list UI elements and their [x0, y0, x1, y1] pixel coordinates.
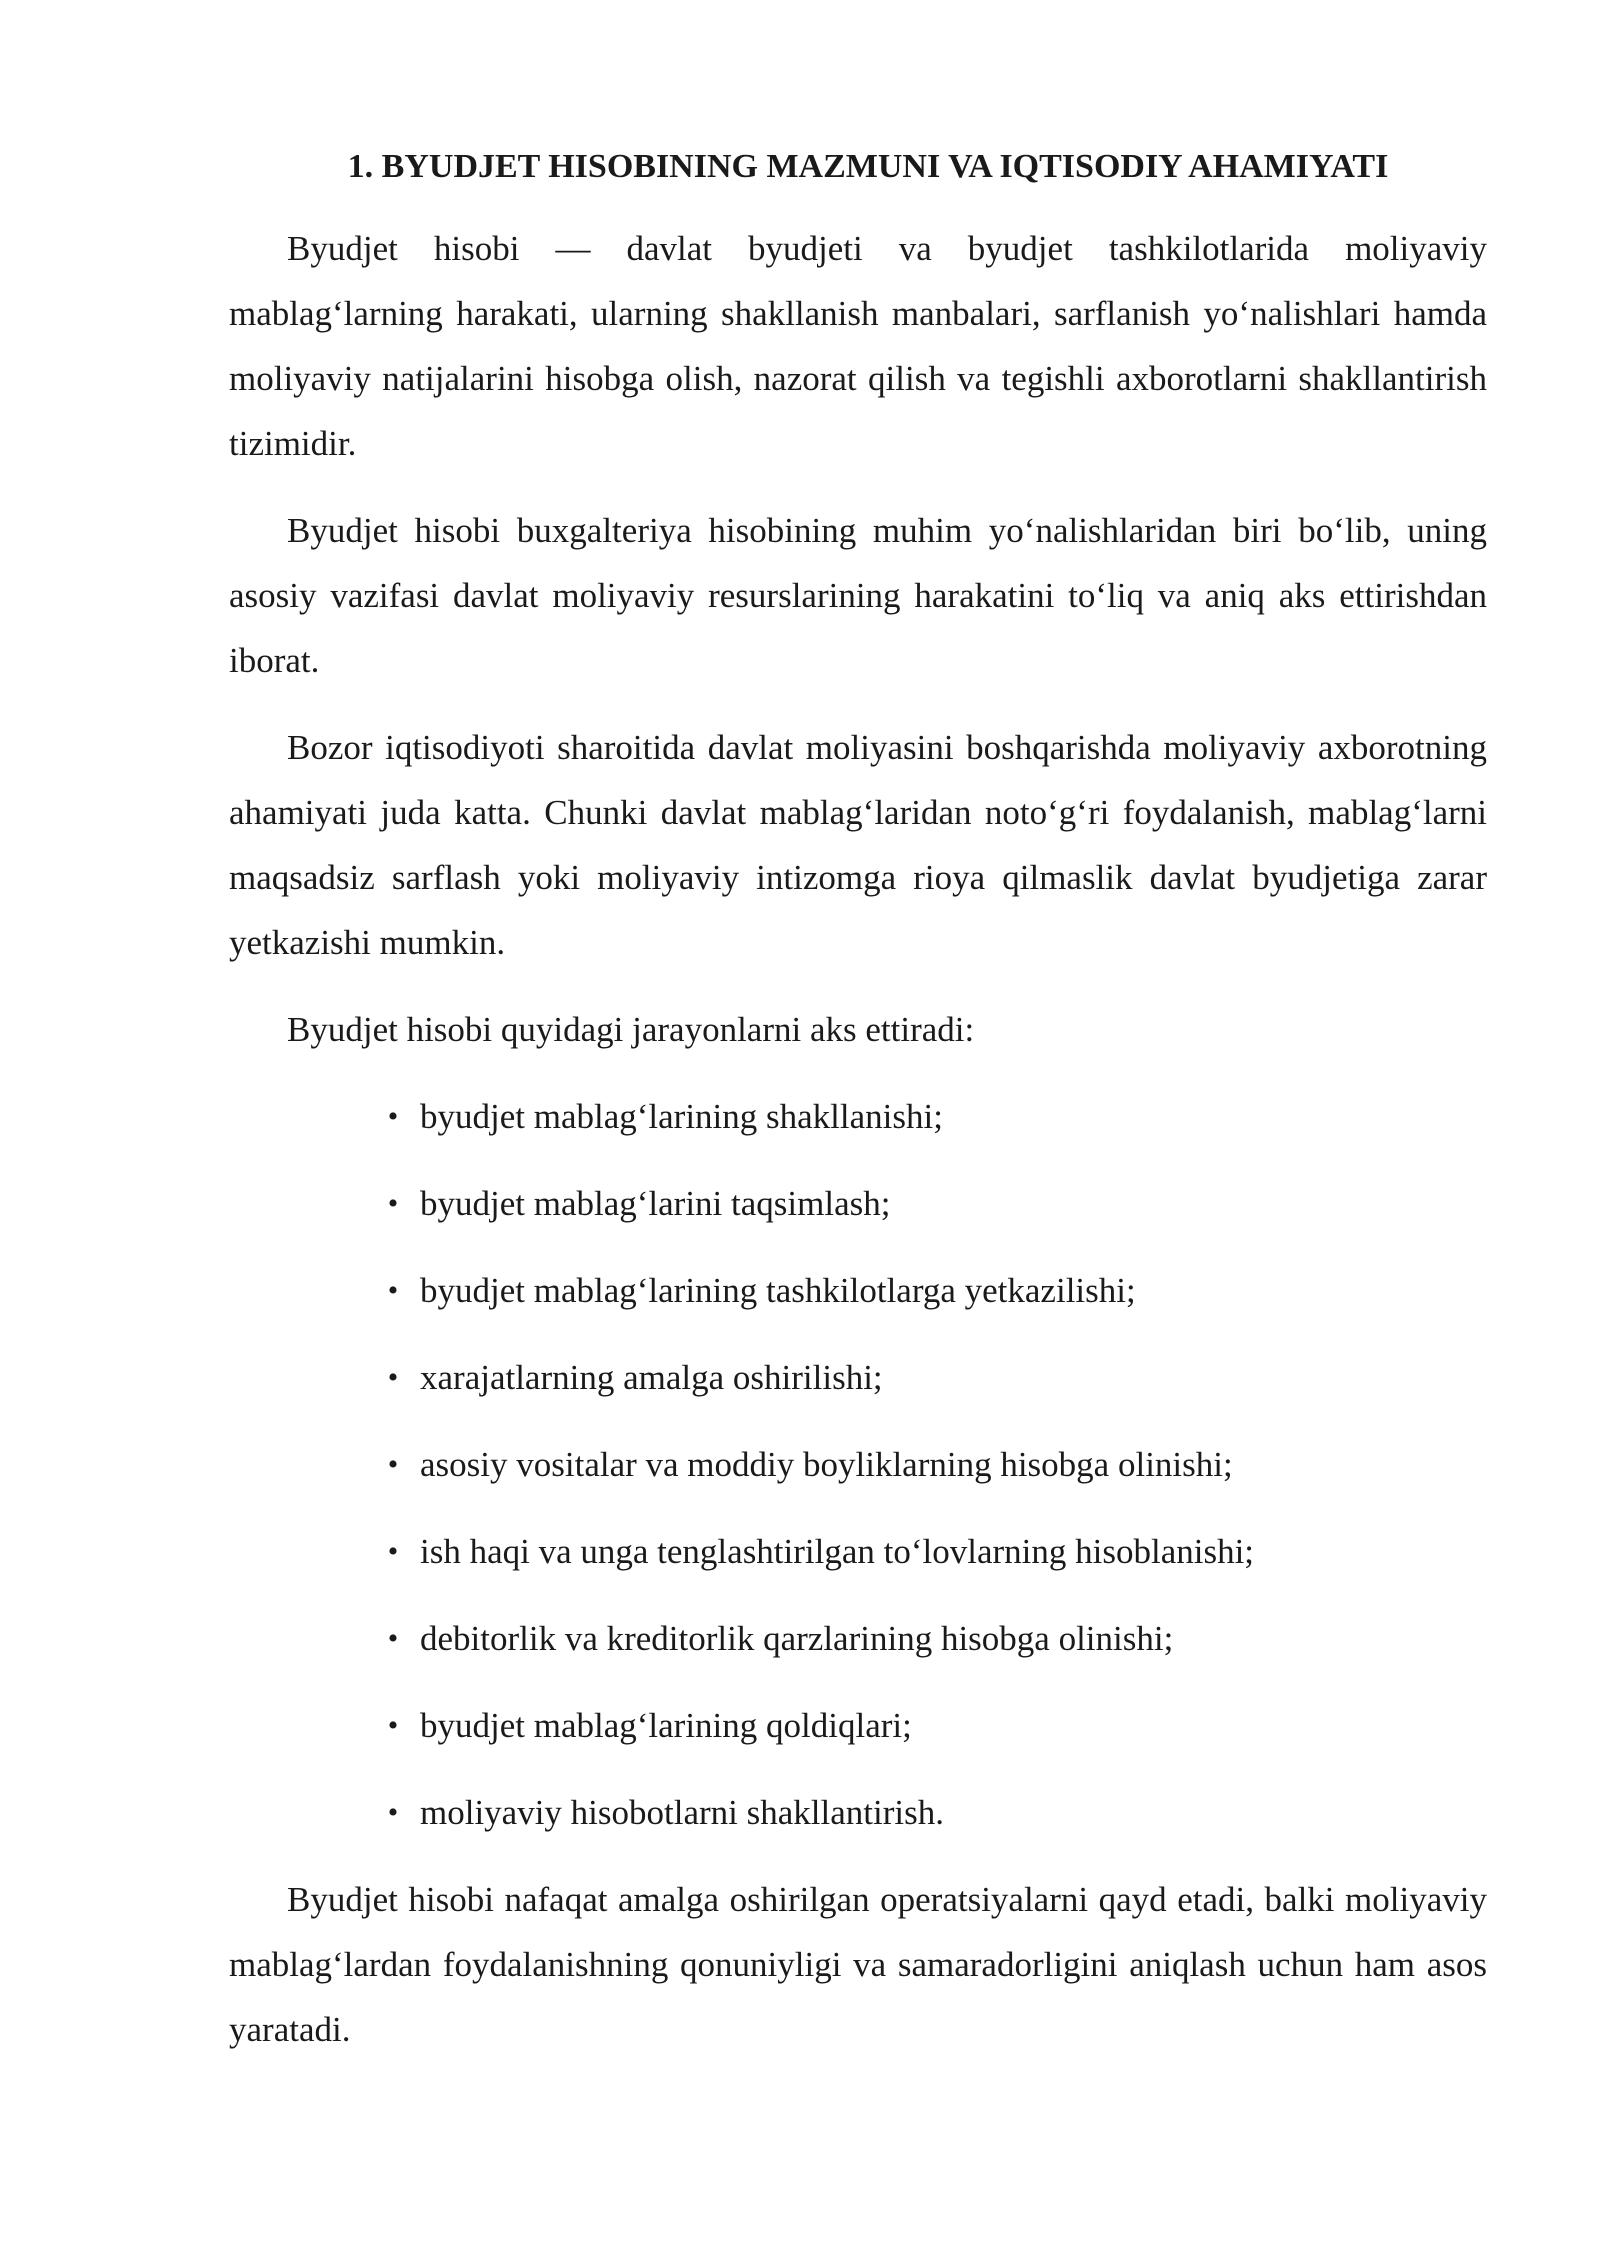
paragraph-main-task: Byudjet hisobi buxgalteriya hisobining muhim yo‘nalishlaridan biri bo‘lib, uning asosiy vazifasi davlat moliyaviy resurslarining harakatini to‘liq va aniq aks ettirishdan iborat.: [229, 511, 1487, 681]
process-list: [229, 1084, 1487, 1845]
list-item-text: xarajatlarning amalga oshirilishi;: [420, 1358, 883, 1398]
list-item: [229, 1519, 1487, 1584]
bullet-icon: •: [387, 1709, 399, 1743]
bullet-icon: •: [387, 1361, 399, 1395]
list-item: [229, 1780, 1487, 1845]
section-heading: 1. BYUDJET HISOBINING MAZMUNI VA IQTISODIY AHAMIYATI: [347, 148, 1389, 185]
list-item: [229, 1693, 1487, 1758]
list-item: [229, 1171, 1487, 1236]
list-item-text: byudjet mablag‘larining shakllanishi;: [420, 1097, 943, 1137]
paragraph-definition: Byudjet hisobi — davlat byudjeti va byudjet tashkilotlarida moliyaviy mablag‘larning harakati, ularning shakllanish manbalari, sarflanish yo‘nalishlari hamda moliyaviy natijalarini hisobga olish, nazorat qilish va tegishli axborotlarni shakllantirish tizimidir.: [229, 229, 1487, 464]
list-item-text: byudjet mablag‘larini taqsimlash;: [420, 1184, 891, 1224]
paragraph-conclusion: Byudjet hisobi nafaqat amalga oshirilgan operatsiyalarni qayd etadi, balki moliyaviy mablag‘lardan foydalanishning qonuniyligi va samaradorligini aniqlash uchun ham asos yaratadi.: [229, 1880, 1487, 2050]
list-item: [229, 1345, 1487, 1410]
list-item: [229, 1606, 1487, 1671]
list-item-text: byudjet mablag‘larining qoldiqlari;: [420, 1706, 912, 1746]
document-page: [229, 140, 1487, 2084]
bullet-icon: •: [387, 1622, 399, 1656]
list-item-text: ish haqi va unga tenglashtirilgan to‘lovlarning hisoblanishi;: [420, 1532, 1255, 1572]
list-item-text: debitorlik va kreditorlik qarzlarining hisobga olinishi;: [420, 1619, 1174, 1659]
list-item-text: asosiy vositalar va moddiy boyliklarning hisobga olinishi;: [420, 1445, 1233, 1485]
list-item: [229, 1432, 1487, 1497]
bullet-icon: •: [387, 1448, 399, 1482]
bullet-icon: •: [387, 1100, 399, 1134]
list-item: [229, 1258, 1487, 1323]
list-item-text: byudjet mablag‘larining tashkilotlarga yetkazilishi;: [420, 1271, 1136, 1311]
bullet-icon: •: [387, 1274, 399, 1308]
paragraph-list-intro: Byudjet hisobi quyidagi jarayonlarni aks ettiradi:: [287, 1010, 975, 1050]
bullet-icon: •: [387, 1187, 399, 1221]
paragraph-market-economy: Bozor iqtisodiyoti sharoitida davlat moliyasini boshqarishda moliyaviy axborotning ahamiyati juda katta. Chunki davlat mablag‘laridan noto‘g‘ri foydalanish, mablag‘larni maqsadsiz sarflash yoki moliyaviy intizomga rioya qilmaslik davlat byudjetiga zarar yetkazishi mumkin.: [229, 728, 1487, 963]
list-item-text: moliyaviy hisobotlarni shakllantirish.: [420, 1793, 944, 1833]
bullet-icon: •: [387, 1535, 399, 1569]
list-item: [229, 1084, 1487, 1149]
bullet-icon: •: [387, 1796, 399, 1830]
